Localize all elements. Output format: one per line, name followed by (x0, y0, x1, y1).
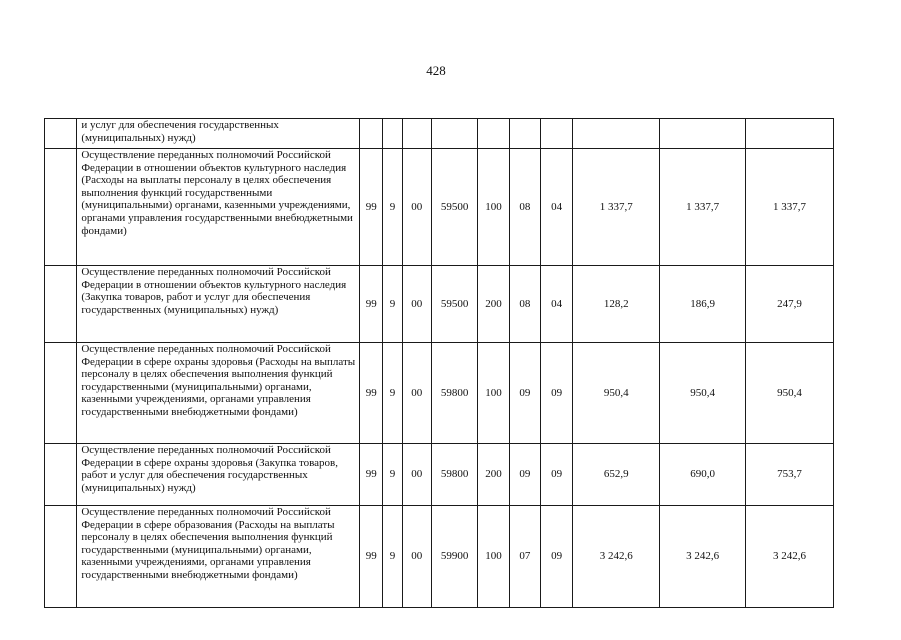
code-cell: 59800 (431, 343, 477, 444)
code-cell: 09 (509, 444, 540, 506)
budget-table (44, 118, 834, 608)
amount-cell (573, 119, 660, 149)
table-row (45, 444, 834, 506)
description-cell: Осуществление переданных полномочий Российской Федерации в сфере образования (Расходы на выплаты персоналу в целях обеспечения выполнения функций государственными (муниципальными) органами, казенными учреждениями, органами управления государственными внебюджетными фондами) (77, 506, 360, 608)
code-cell: 09 (540, 444, 572, 506)
code-cell (540, 119, 572, 149)
blank-cell (45, 506, 77, 608)
blank-cell (45, 343, 77, 444)
code-cell: 04 (540, 149, 572, 266)
code-cell: 100 (478, 506, 509, 608)
code-cell: 00 (402, 506, 431, 608)
code-cell: 59900 (431, 506, 477, 608)
code-cell: 09 (509, 343, 540, 444)
description-cell: и услуг для обеспечения государственных (муниципальных) нужд) (77, 119, 360, 149)
code-cell (478, 119, 509, 149)
code-cell: 59500 (431, 149, 477, 266)
code-cell: 9 (383, 343, 402, 444)
description-cell: Осуществление переданных полномочий Российской Федерации в отношении объектов культурного наследия (Закупка товаров, работ и услуг для обеспечения государственных (муниципальных) нужд) (77, 266, 360, 343)
code-cell: 59500 (431, 266, 477, 343)
code-cell: 99 (360, 444, 383, 506)
page-number: 428 (426, 63, 446, 78)
code-cell: 08 (509, 266, 540, 343)
code-cell: 00 (402, 343, 431, 444)
amount-cell: 950,4 (660, 343, 746, 444)
amount-cell: 247,9 (746, 266, 834, 343)
amount-cell: 3 242,6 (746, 506, 834, 608)
amount-cell: 950,4 (573, 343, 660, 444)
amount-cell: 950,4 (746, 343, 834, 444)
blank-cell (45, 444, 77, 506)
code-cell: 9 (383, 444, 402, 506)
amount-cell: 652,9 (573, 444, 660, 506)
code-cell (509, 119, 540, 149)
code-cell: 99 (360, 149, 383, 266)
code-cell: 200 (478, 266, 509, 343)
code-cell: 08 (509, 149, 540, 266)
code-cell: 100 (478, 343, 509, 444)
table-row (45, 343, 834, 444)
code-cell: 99 (360, 343, 383, 444)
amount-cell: 3 242,6 (573, 506, 660, 608)
amount-cell: 753,7 (746, 444, 834, 506)
amount-cell: 1 337,7 (746, 149, 834, 266)
code-cell: 04 (540, 266, 572, 343)
code-cell: 9 (383, 149, 402, 266)
code-cell: 00 (402, 149, 431, 266)
code-cell: 59800 (431, 444, 477, 506)
amount-cell: 128,2 (573, 266, 660, 343)
blank-cell (45, 266, 77, 343)
amount-cell (660, 119, 746, 149)
amount-cell: 186,9 (660, 266, 746, 343)
code-cell (431, 119, 477, 149)
description-cell: Осуществление переданных полномочий Российской Федерации в сфере охраны здоровья (Закупка товаров, работ и услуг для обеспечения государственных (муниципальных) нужд) (77, 444, 360, 506)
code-cell: 07 (509, 506, 540, 608)
code-cell: 09 (540, 343, 572, 444)
blank-cell (45, 149, 77, 266)
code-cell: 00 (402, 444, 431, 506)
code-cell: 9 (383, 506, 402, 608)
code-cell (360, 119, 383, 149)
amount-cell (746, 119, 834, 149)
code-cell: 200 (478, 444, 509, 506)
code-cell: 100 (478, 149, 509, 266)
amount-cell: 1 337,7 (573, 149, 660, 266)
table-row (45, 266, 834, 343)
code-cell: 00 (402, 266, 431, 343)
blank-cell (45, 119, 77, 149)
table-row (45, 506, 834, 608)
code-cell: 99 (360, 506, 383, 608)
table-row (45, 149, 834, 266)
code-cell: 99 (360, 266, 383, 343)
code-cell: 9 (383, 266, 402, 343)
code-cell: 09 (540, 506, 572, 608)
code-cell (402, 119, 431, 149)
amount-cell: 1 337,7 (660, 149, 746, 266)
code-cell (383, 119, 402, 149)
amount-cell: 3 242,6 (660, 506, 746, 608)
table-row (45, 119, 834, 149)
amount-cell: 690,0 (660, 444, 746, 506)
description-cell: Осуществление переданных полномочий Российской Федерации в отношении объектов культурного наследия (Расходы на выплаты персоналу в целях обеспечения выполнения функций государственными (муниципальными) органами, казенными учреждениями, органами управления государственными внебюджетными фондами) (77, 149, 360, 266)
description-cell: Осуществление переданных полномочий Российской Федерации в сфере охраны здоровья (Расходы на выплаты персоналу в целях обеспечения выполнения функций государственными (муниципальными) органами, казенными учреждениями, органами управления государственными внебюджетными фондами) (77, 343, 360, 444)
